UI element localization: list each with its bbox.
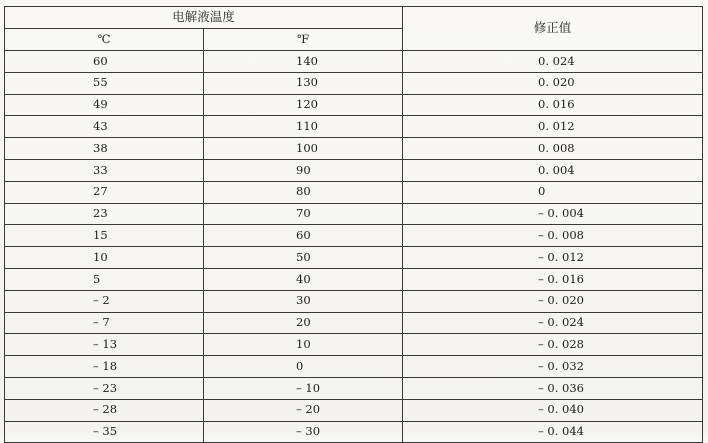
correction-cell: – 0. 028 <box>403 334 703 356</box>
table-row <box>5 247 703 269</box>
celsius-cell: – 35 <box>5 421 204 443</box>
correction-cell: 0. 024 <box>403 51 703 73</box>
table-row <box>5 334 703 356</box>
fahrenheit-cell: 70 <box>204 203 403 225</box>
correction-cell: 0. 008 <box>403 138 703 160</box>
table-row <box>5 138 703 160</box>
correction-cell: – 0. 032 <box>403 356 703 378</box>
celsius-cell: – 28 <box>5 399 204 421</box>
table-row <box>5 268 703 290</box>
correction-cell: – 0. 012 <box>403 247 703 269</box>
fahrenheit-cell: 0 <box>204 356 403 378</box>
fahrenheit-cell: 140 <box>204 51 403 73</box>
table-row <box>5 94 703 116</box>
table-row <box>5 72 703 94</box>
fahrenheit-cell: 80 <box>204 181 403 203</box>
celsius-cell: – 7 <box>5 312 204 334</box>
celsius-cell: 27 <box>5 181 204 203</box>
temperature-correction-table <box>4 6 703 443</box>
correction-cell: 0 <box>403 181 703 203</box>
fahrenheit-cell: 60 <box>204 225 403 247</box>
table-row <box>5 399 703 421</box>
table-row <box>5 225 703 247</box>
correction-cell: 0. 020 <box>403 72 703 94</box>
table-row <box>5 159 703 181</box>
fahrenheit-cell: 40 <box>204 268 403 290</box>
celsius-cell: 10 <box>5 247 204 269</box>
correction-cell: – 0. 036 <box>403 377 703 399</box>
celsius-cell: – 13 <box>5 334 204 356</box>
fahrenheit-cell: 100 <box>204 138 403 160</box>
fahrenheit-cell: 10 <box>204 334 403 356</box>
celsius-cell: – 2 <box>5 290 204 312</box>
table-row <box>5 181 703 203</box>
celsius-cell: 43 <box>5 116 204 138</box>
fahrenheit-cell: 50 <box>204 247 403 269</box>
correction-value-header: 修正值 <box>403 7 703 51</box>
correction-cell: – 0. 044 <box>403 421 703 443</box>
celsius-cell: 38 <box>5 138 204 160</box>
celsius-header: ℃ <box>5 29 204 51</box>
fahrenheit-cell: 30 <box>204 290 403 312</box>
fahrenheit-header: ℉ <box>204 29 403 51</box>
table-row <box>5 51 703 73</box>
table-row <box>5 377 703 399</box>
celsius-cell: 55 <box>5 72 204 94</box>
table-row <box>5 312 703 334</box>
fahrenheit-cell: 130 <box>204 72 403 94</box>
fahrenheit-cell: 120 <box>204 94 403 116</box>
correction-cell: – 0. 024 <box>403 312 703 334</box>
table-row <box>5 356 703 378</box>
correction-cell: 0. 004 <box>403 159 703 181</box>
fahrenheit-cell: – 20 <box>204 399 403 421</box>
celsius-cell: 5 <box>5 268 204 290</box>
celsius-cell: – 18 <box>5 356 204 378</box>
fahrenheit-cell: 90 <box>204 159 403 181</box>
table-row <box>5 290 703 312</box>
correction-cell: – 0. 020 <box>403 290 703 312</box>
table-row <box>5 116 703 138</box>
fahrenheit-cell: – 30 <box>204 421 403 443</box>
celsius-cell: 60 <box>5 51 204 73</box>
fahrenheit-cell: 110 <box>204 116 403 138</box>
celsius-cell: 23 <box>5 203 204 225</box>
table-row <box>5 421 703 443</box>
correction-cell: – 0. 004 <box>403 203 703 225</box>
correction-cell: – 0. 040 <box>403 399 703 421</box>
celsius-cell: 15 <box>5 225 204 247</box>
celsius-cell: – 23 <box>5 377 204 399</box>
correction-cell: 0. 016 <box>403 94 703 116</box>
electrolyte-temperature-header: 电解液温度 <box>5 7 403 29</box>
table-row <box>5 203 703 225</box>
fahrenheit-cell: 20 <box>204 312 403 334</box>
correction-cell: – 0. 016 <box>403 268 703 290</box>
celsius-cell: 33 <box>5 159 204 181</box>
fahrenheit-cell: – 10 <box>204 377 403 399</box>
header-row-group <box>5 7 703 29</box>
correction-cell: – 0. 008 <box>403 225 703 247</box>
celsius-cell: 49 <box>5 94 204 116</box>
correction-cell: 0. 012 <box>403 116 703 138</box>
